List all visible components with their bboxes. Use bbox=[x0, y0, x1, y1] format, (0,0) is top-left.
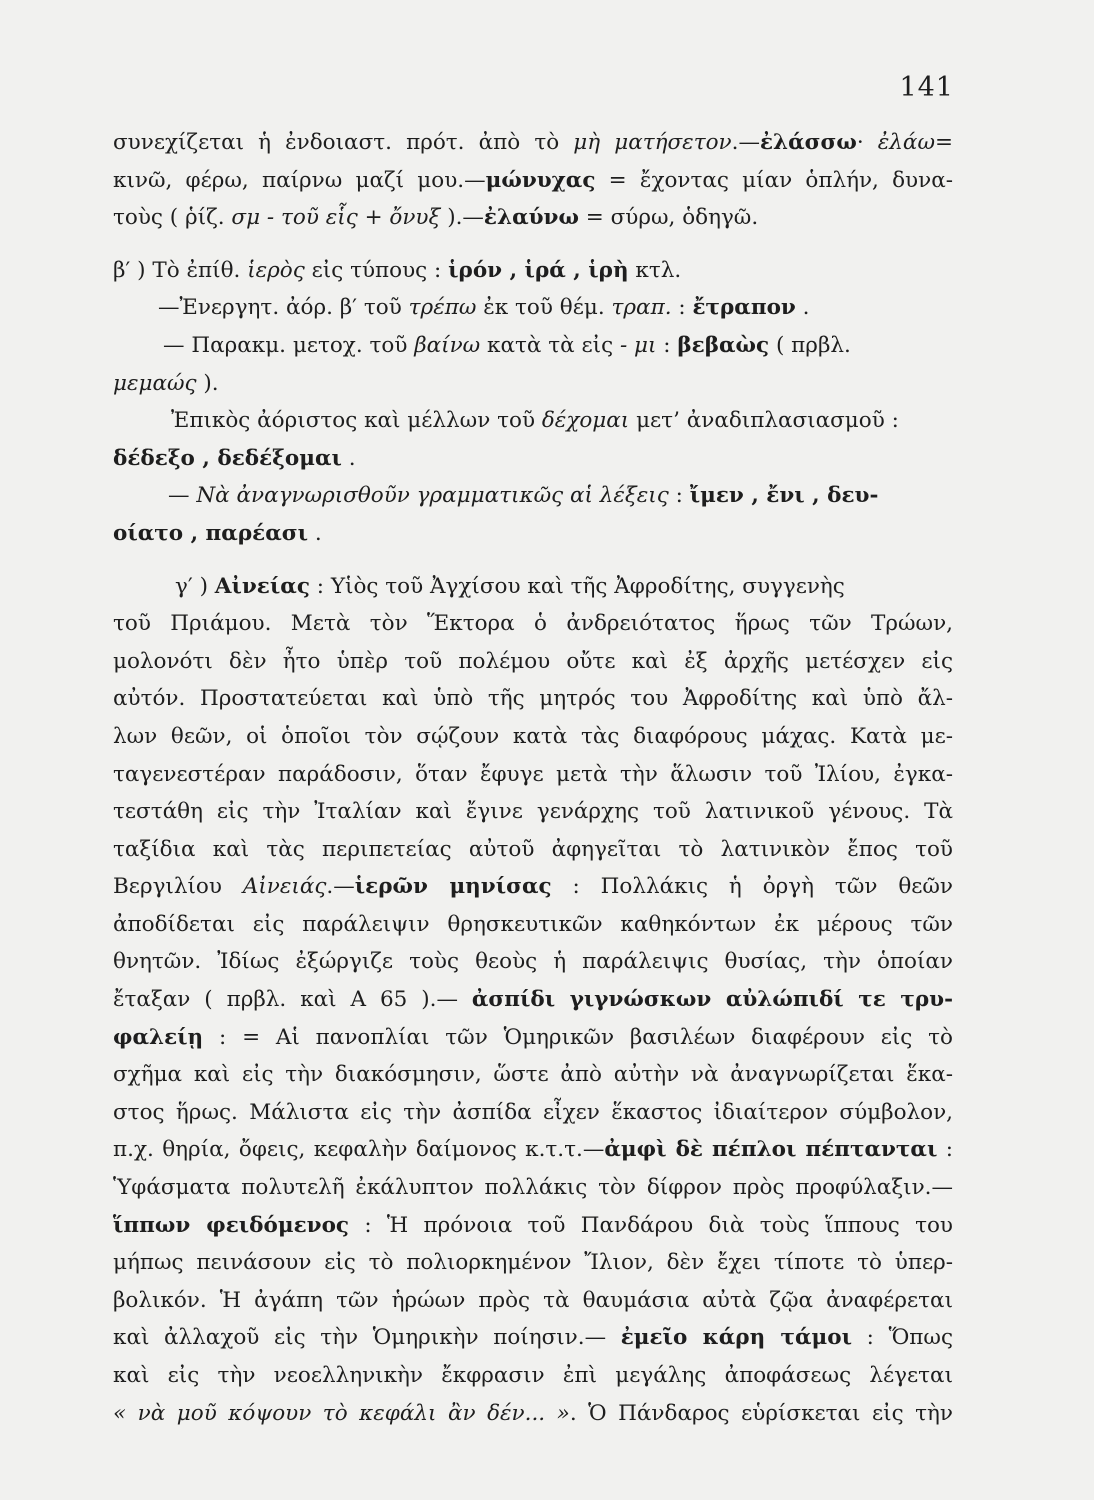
bold-term: ἱερῶν μηνίσας bbox=[354, 874, 552, 900]
text-segment: : bbox=[668, 483, 690, 509]
text-line bbox=[113, 199, 953, 237]
text-segment: κτλ. bbox=[628, 257, 682, 283]
text-segment: καὶ ἀλλαχοῦ εἰς τὴν Ὁμηρικὴν ποίησιν.— bbox=[113, 1325, 621, 1351]
text-line bbox=[113, 252, 953, 290]
italic-term: μὴ ματήσετον bbox=[573, 130, 732, 155]
text-line bbox=[113, 515, 953, 553]
text-segment: στος ἥρως. Μάλιστα εἰς τὴν ἀσπίδα εἶχεν ἕκαστος ἰδιαίτερον σύμβολον, bbox=[113, 1099, 953, 1125]
text-line bbox=[113, 643, 953, 681]
text-segment: .— bbox=[326, 874, 355, 900]
text-segment: ἀποδίδεται εἰς παράλειψιν θρησκευτικῶν καθηκόντων ἐκ μέρους τῶν bbox=[113, 911, 953, 937]
text-line bbox=[113, 981, 953, 1019]
bold-term: οίατο , παρέασι bbox=[113, 520, 309, 546]
italic-term: μεμαώς bbox=[113, 370, 197, 396]
text-line bbox=[113, 365, 953, 403]
text-line bbox=[113, 568, 953, 606]
text-segment: : bbox=[671, 295, 693, 321]
page-number: 141 bbox=[899, 72, 954, 103]
text-line bbox=[113, 680, 953, 718]
text-segment: · bbox=[856, 130, 878, 155]
text-segment: π.χ. θηρία, ὄφεις, κεφαλὴν δαίμονος κ.τ.τ.— bbox=[113, 1137, 605, 1163]
bold-term: βεβαὼς bbox=[677, 332, 770, 358]
italic-term: ἐλάω bbox=[877, 130, 935, 155]
bold-term: ἐλαύνω bbox=[483, 205, 579, 231]
text-segment: : Υἱὸς τοῦ Ἀγχίσου καὶ τῆς Ἀφροδίτης, συγγενὴς bbox=[309, 573, 845, 599]
text-segment: τεστάθη εἰς τὴν Ἰταλίαν καὶ ἔγινε γενάρχης τοῦ λατινικοῦ γένους. Τὰ bbox=[113, 799, 953, 825]
text-segment: Ὑφάσματα πολυτελῆ ἐκάλυπτον πολλάκις τὸν δίφρον πρὸς προφύλαξιν.— bbox=[113, 1175, 953, 1201]
text-line bbox=[113, 162, 953, 200]
italic-term: Νὰ ἀναγνωρισθοῦν γραμματικῶς αἱ λέξεις bbox=[196, 483, 669, 509]
text-segment: εἰς τύπους : bbox=[304, 257, 449, 283]
italic-term: δέχομαι bbox=[541, 408, 630, 434]
italic-term: τραπ. bbox=[611, 295, 672, 321]
text-line bbox=[113, 440, 953, 478]
italic-term: σμ - τοῦ εἷς + ὄνυξ bbox=[231, 205, 441, 231]
text-segment: . Ὁ Πάνδαρος εὑρίσκεται εἰς τὴν bbox=[569, 1400, 953, 1426]
text-segment: γ′ ) bbox=[175, 573, 215, 599]
text-line bbox=[113, 1207, 953, 1245]
text-segment: = bbox=[934, 130, 953, 155]
text-segment: = ἔχοντας μίαν ὁπλήν, δυνα- bbox=[595, 167, 953, 193]
text-line bbox=[113, 1056, 953, 1094]
italic-term: ἱερὸς bbox=[247, 257, 305, 283]
commentary-text bbox=[113, 124, 953, 1432]
text-line bbox=[113, 289, 953, 327]
text-segment: κινῶ, φέρω, παίρνω μαζί μου.— bbox=[113, 167, 486, 193]
text-segment: . bbox=[341, 445, 356, 471]
text-segment: Βεργιλίου bbox=[113, 874, 243, 900]
text-segment: κατὰ τὰ εἰς bbox=[480, 332, 620, 358]
text-line bbox=[113, 1131, 953, 1169]
text-line bbox=[113, 477, 953, 515]
text-segment: β′ ) Τὸ ἐπίθ. bbox=[113, 257, 248, 283]
text-segment: συνεχίζεται ἡ ἐνδοιαστ. πρότ. ἀπὸ τὸ bbox=[113, 130, 574, 155]
bold-term: Αἰνείας bbox=[214, 573, 310, 599]
bold-term: μώνυχας bbox=[485, 167, 596, 193]
text-segment: : bbox=[656, 332, 678, 358]
bold-term: ἀμφὶ δὲ πέπλοι πέπτανται bbox=[604, 1137, 938, 1163]
text-segment: — Παρακμ. μετοχ. τοῦ bbox=[163, 332, 415, 358]
text-segment: ). bbox=[196, 370, 219, 396]
text-line bbox=[113, 327, 953, 365]
text-line bbox=[113, 718, 953, 756]
text-segment: . bbox=[795, 295, 810, 321]
bold-term: ἔτραπον bbox=[692, 295, 796, 321]
text-line bbox=[113, 1282, 953, 1320]
text-segment: : = Αἱ πανοπλίαι τῶν Ὁμηρικῶν βασιλέων διαφέρουν εἰς τὸ bbox=[203, 1024, 953, 1050]
text-line bbox=[113, 1319, 953, 1357]
italic-term: Αἰνειάς bbox=[242, 874, 327, 900]
text-segment: ).— bbox=[440, 205, 484, 231]
text-line bbox=[113, 1169, 953, 1207]
bold-term: ἐμεῖο κάρη τάμοι bbox=[620, 1325, 853, 1351]
text-segment: ἐκ τοῦ θέμ. bbox=[476, 295, 612, 321]
bold-term: ἱρόν , ἱρά , ἱρὴ bbox=[448, 257, 629, 283]
text-line bbox=[113, 1244, 953, 1282]
text-segment: ταξίδια καὶ τὰς περιπετείας αὐτοῦ ἀφηγεῖται τὸ λατινικὸν ἔπος τοῦ bbox=[113, 836, 953, 862]
text-segment: βολικόν. Ἡ ἀγάπη τῶν ἡρώων πρὸς τὰ θαυμάσια αὐτὰ ζῷα ἀναφέρεται bbox=[113, 1287, 953, 1313]
text-segment: ( πρβλ. bbox=[769, 332, 851, 358]
bold-term: δέδεξο , δεδέξομαι bbox=[113, 445, 342, 471]
italic-term: τρέπω bbox=[408, 295, 477, 321]
text-segment: .— bbox=[731, 130, 760, 155]
italic-term: - μι bbox=[619, 332, 657, 358]
text-segment: : Ἡ πρόνοια τοῦ Πανδάρου διὰ τοὺς ἵππους του bbox=[349, 1212, 953, 1238]
bold-term: ἀσπίδι γιγνώσκων αὐλώπιδί τε τρυ- bbox=[471, 987, 953, 1013]
bold-term: ἐλάσσω bbox=[759, 130, 857, 155]
text-line bbox=[113, 124, 953, 162]
text-segment: ἔταξαν ( πρβλ. καὶ Α 65 ).— bbox=[113, 987, 472, 1013]
text-segment: . bbox=[308, 520, 322, 546]
text-segment: τοὺς ( ῥίζ. bbox=[113, 205, 232, 231]
text-segment: = σύρω, ὁδηγῶ. bbox=[578, 205, 759, 231]
text-line bbox=[113, 1019, 953, 1057]
text-segment: Ἐπικὸς ἀόριστος καὶ μέλλων τοῦ bbox=[171, 408, 542, 434]
text-line bbox=[113, 831, 953, 869]
text-segment: θνητῶν. Ἰδίως ἐξώργιζε τοὺς θεοὺς ἡ παράλειψις θυσίας, τὴν ὁποίαν bbox=[113, 949, 953, 975]
text-segment: καὶ εἰς τὴν νεοελληνικὴν ἔκφρασιν ἐπὶ μεγάλης ἀποφάσεως λέγεται bbox=[113, 1363, 953, 1388]
text-segment: ταγενεστέραν παράδοσιν, ὅταν ἔφυγε μετὰ τὴν ἅλωσιν τοῦ Ἰλίου, ἐγκα- bbox=[113, 761, 953, 787]
text-segment: μήπως πεινάσουν εἰς τὸ πολιορκημένον Ἴλιον, δὲν ἔχει τίποτε τὸ ὑπερ- bbox=[113, 1250, 953, 1276]
text-line bbox=[113, 868, 953, 906]
text-line bbox=[113, 756, 953, 794]
text-segment: — bbox=[168, 483, 197, 509]
text-line bbox=[113, 906, 953, 944]
text-line bbox=[113, 943, 953, 981]
text-segment: μολονότι δὲν ἦτο ὑπὲρ τοῦ πολέμου οὔτε καὶ ἐξ ἀρχῆς μετέσχεν εἰς bbox=[113, 648, 953, 674]
italic-term: « νὰ μοῦ κόψουν τὸ κεφάλι ἂν δέν... » bbox=[113, 1400, 570, 1426]
text-segment: : Πολλάκις ἡ ὀργὴ τῶν θεῶν bbox=[551, 874, 953, 900]
text-line bbox=[113, 1395, 953, 1433]
text-segment: : bbox=[937, 1137, 953, 1163]
text-line bbox=[113, 1357, 953, 1395]
text-segment: τοῦ Πριάμου. Μετὰ τὸν Ἕκτορα ὁ ἀνδρειότατος ἥρως τῶν Τρώων, bbox=[113, 611, 953, 637]
text-line bbox=[113, 793, 953, 831]
text-line bbox=[113, 1094, 953, 1132]
text-line bbox=[113, 605, 953, 643]
text-segment: αὐτόν. Προστατεύεται καὶ ὑπὸ τῆς μητρός του Ἀφροδίτης καὶ ὑπὸ ἄλ- bbox=[113, 686, 953, 712]
italic-term: βαίνω bbox=[414, 332, 481, 358]
text-segment: λων θεῶν, οἱ ὁποῖοι τὸν σῴζουν κατὰ τὰς διαφόρους μάχας. Κατὰ με- bbox=[113, 723, 953, 749]
bold-term: ἵππων φειδόμενος bbox=[113, 1212, 349, 1238]
text-segment: —Ἐνεργητ. ἀόρ. β′ τοῦ bbox=[158, 295, 409, 321]
text-segment: σχῆμα καὶ εἰς τὴν διακόσμησιν, ὥστε ἀπὸ αὐτὴν νὰ ἀναγνωρίζεται ἕκα- bbox=[113, 1062, 953, 1088]
text-segment: : Ὅπως bbox=[852, 1325, 953, 1351]
text-line bbox=[113, 402, 953, 440]
bold-term: φαλείῃ bbox=[113, 1024, 204, 1050]
bold-term: ἴμεν , ἔνι , δευ- bbox=[689, 483, 879, 509]
text-segment: μετ’ ἀναδιπλασιασμοῦ : bbox=[629, 408, 899, 434]
